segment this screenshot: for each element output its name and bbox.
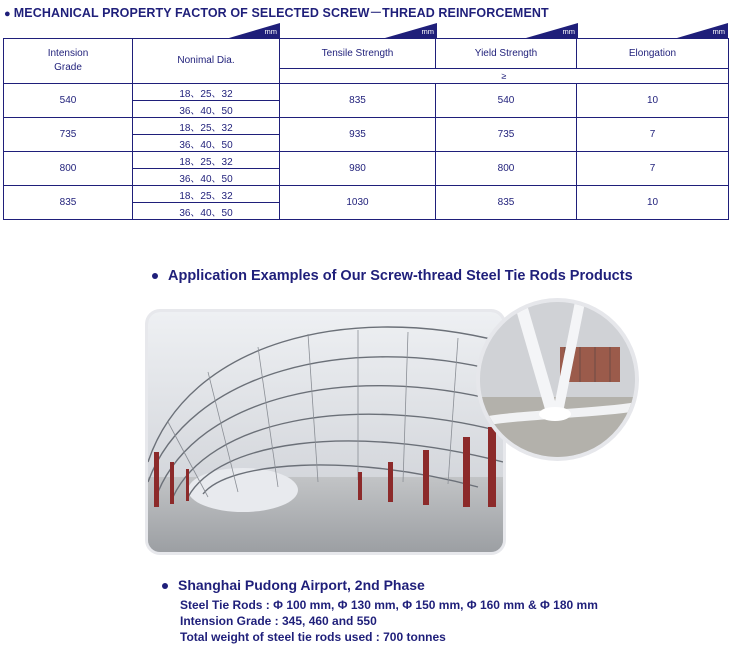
caption-title-text: Shanghai Pudong Airport, 2nd Phase — [178, 577, 425, 593]
unit-label: mm — [562, 27, 575, 36]
cell-dia: 18、25、32 — [133, 152, 280, 169]
table-row — [4, 118, 729, 135]
property-table — [3, 38, 729, 220]
cell-tensile: 1030 — [280, 186, 436, 220]
cell-yield: 540 — [436, 84, 577, 118]
caption-title — [162, 577, 425, 593]
cell-yield: 735 — [436, 118, 577, 152]
ge-symbol: ≥ — [280, 69, 729, 84]
cell-dia: 36、40、50 — [133, 101, 280, 118]
table-row — [4, 152, 729, 169]
col-dia: Nonimal Dia. — [133, 39, 280, 84]
unit-tab — [385, 23, 437, 38]
cell-dia: 36、40、50 — [133, 135, 280, 152]
airport-roof-photo — [148, 312, 503, 552]
applications-heading-text: Application Examples of Our Screw-thread Steel Tie Rods Products — [168, 268, 633, 284]
caption-line-rods: Steel Tie Rods : Φ 100 mm, Φ 130 mm, Φ 150 mm, Φ 160 mm & Φ 180 mm — [180, 598, 598, 612]
col-grade: Intension Grade — [4, 39, 133, 84]
tie-rod-detail-photo — [480, 302, 635, 457]
unit-tab — [526, 23, 578, 38]
applications-heading — [152, 268, 633, 284]
col-elongation: Elongation — [577, 39, 729, 69]
cell-yield: 835 — [436, 186, 577, 220]
cell-tensile: 935 — [280, 118, 436, 152]
cell-yield: 800 — [436, 152, 577, 186]
cell-dia: 18、25、32 — [133, 186, 280, 203]
cell-tensile: 980 — [280, 152, 436, 186]
cell-dia: 18、25、32 — [133, 84, 280, 101]
bullet-icon — [162, 583, 168, 589]
bullet-icon: ● — [4, 8, 11, 20]
cell-elongation: 7 — [577, 152, 729, 186]
cell-grade: 800 — [4, 152, 133, 186]
section-title-text: MECHANICAL PROPERTY FACTOR OF SELECTED SCREW－THREAD REINFORCEMENT — [13, 6, 549, 20]
cell-dia: 36、40、50 — [133, 203, 280, 220]
section-title — [4, 3, 549, 21]
unit-label: mm — [264, 27, 277, 36]
cell-grade: 735 — [4, 118, 133, 152]
cell-dia: 36、40、50 — [133, 169, 280, 186]
unit-label: mm — [421, 27, 434, 36]
caption-line-weight: Total weight of steel tie rods used : 700 tonnes — [180, 630, 446, 644]
unit-label: mm — [712, 27, 725, 36]
unit-tab — [229, 23, 280, 38]
unit-tab — [677, 23, 728, 38]
cell-elongation: 10 — [577, 186, 729, 220]
table-row — [4, 186, 729, 203]
col-tensile: Tensile Strength — [280, 39, 436, 69]
cell-grade: 835 — [4, 186, 133, 220]
table-header-row — [4, 39, 729, 69]
cell-dia: 18、25、32 — [133, 118, 280, 135]
cell-grade: 540 — [4, 84, 133, 118]
cell-elongation: 7 — [577, 118, 729, 152]
cell-elongation: 10 — [577, 84, 729, 118]
bullet-icon — [152, 273, 158, 279]
table-row — [4, 84, 729, 101]
cell-tensile: 835 — [280, 84, 436, 118]
col-yield: Yield Strength — [436, 39, 577, 69]
caption-line-grade: Intension Grade : 345, 460 and 550 — [180, 614, 377, 628]
